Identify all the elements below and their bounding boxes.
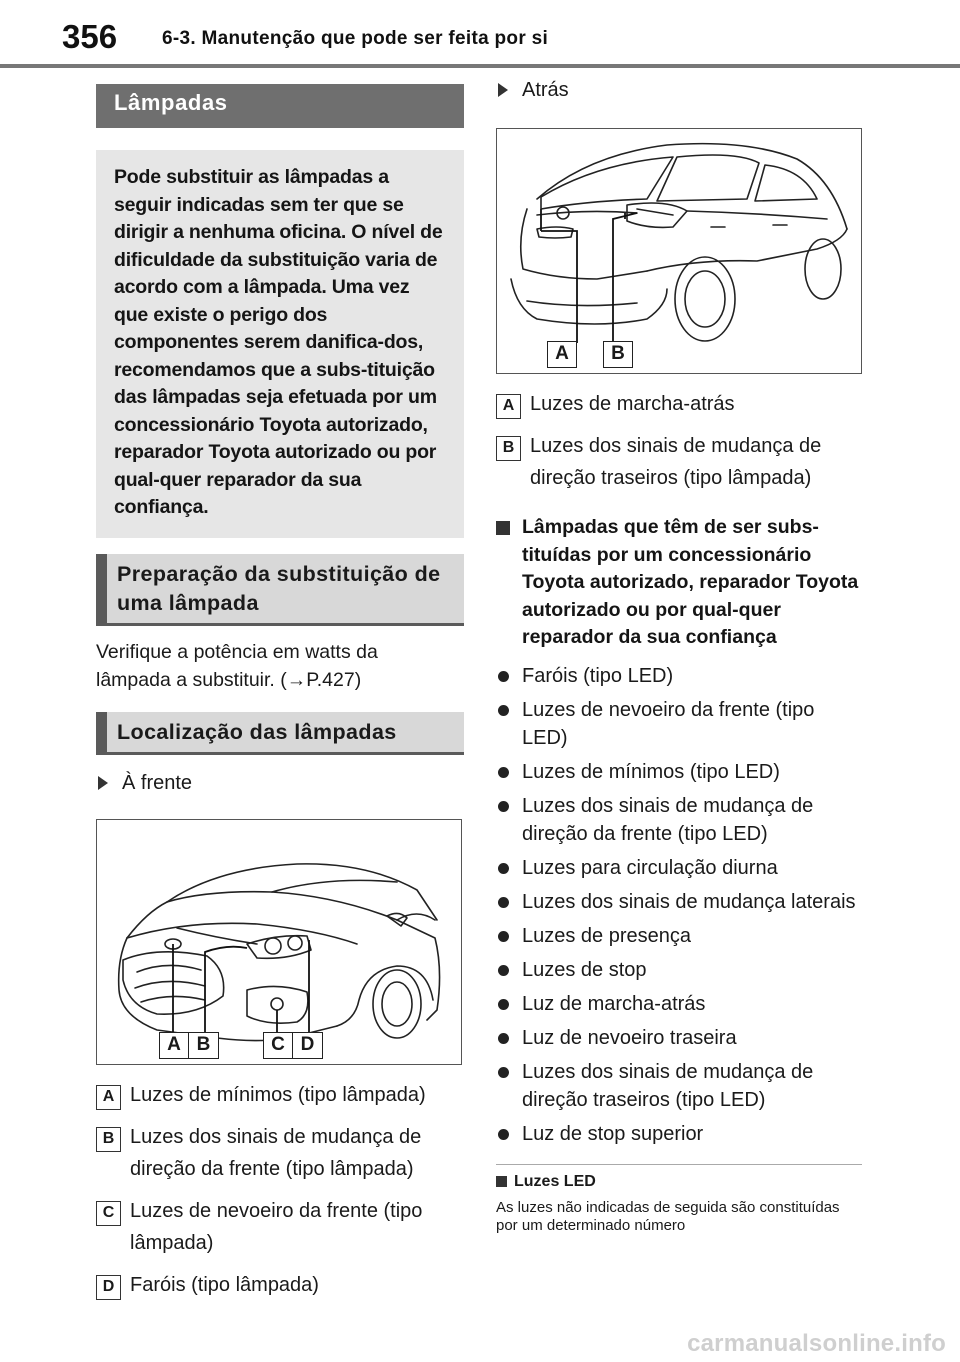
rear-callouts	[547, 341, 633, 368]
bullet-icon	[498, 897, 509, 908]
legend-item	[96, 1069, 464, 1111]
legend-letter: B	[96, 1127, 121, 1152]
front-label-text: À frente	[122, 771, 193, 794]
chapter-title: 6-3. Manutenção que pode ser feita por si	[162, 28, 549, 49]
arrow-icon	[498, 83, 508, 97]
bullet-icon	[498, 999, 509, 1010]
bullet-icon	[498, 1067, 509, 1078]
intro-box: Pode substituir as lâmpadas a seguir indicadas sem ter que se dirigir a nenhuma oficina. O nível de dificuldade da substituição varia de acordo com a lâmpada. Uma vez que existe o perigo dos componentes serem danifica-dos, recomendamos que a subs-tituição das lâmpadas seja efetuada por um concessionário Toyota autorizado, reparador Toyota autorizado ou por qual-quer reparador da sua confiança.	[96, 150, 464, 538]
legend-text: Luzes dos sinais de mudança de direção da frente (tipo lâmpada)	[130, 1125, 422, 1180]
legend-letter: A	[496, 394, 521, 419]
dealer-heading	[496, 514, 862, 652]
front-label	[96, 769, 464, 797]
list-item	[496, 990, 862, 1018]
legend-text: Faróis (tipo lâmpada)	[130, 1273, 319, 1296]
rear-car-illustration	[497, 129, 860, 372]
main-heading: Lâmpadas	[96, 84, 464, 128]
list-item	[496, 922, 862, 950]
left-column	[96, 84, 464, 1301]
list-item	[496, 956, 862, 984]
led-heading-text: Luzes LED	[514, 1172, 596, 1190]
legend-item	[96, 1259, 464, 1301]
legend-item	[496, 378, 862, 420]
legend-letter: B	[496, 436, 521, 461]
front-callouts-2	[263, 1032, 323, 1059]
list-item	[496, 662, 862, 690]
legend-item	[96, 1185, 464, 1259]
legend-text: Luzes de marcha-atrás	[530, 393, 735, 415]
bullet-icon	[498, 767, 509, 778]
list-item-text: Luzes para circulação diurna	[522, 856, 778, 879]
arrow-icon	[98, 776, 108, 790]
rear-legend	[496, 378, 862, 494]
list-item	[496, 1120, 862, 1148]
front-car-figure	[96, 819, 462, 1065]
section-heading-location: Localização das lâmpadas	[96, 712, 464, 755]
callout-a: A	[547, 341, 577, 368]
list-item	[496, 854, 862, 882]
bullet-icon	[498, 671, 509, 682]
callout-c: C	[263, 1032, 293, 1059]
square-bullet-icon	[496, 1176, 507, 1187]
bullet-icon	[498, 1033, 509, 1044]
led-text: As luzes não indicadas de seguida são constituídas por um determinado número	[496, 1198, 840, 1234]
legend-item	[96, 1111, 464, 1185]
list-item-text: Luzes de stop	[522, 958, 647, 981]
list-item	[496, 758, 862, 786]
front-callouts	[159, 1032, 219, 1059]
bullet-icon	[498, 965, 509, 976]
list-item-text: Luz de nevoeiro traseira	[522, 1026, 737, 1049]
legend-item	[496, 420, 862, 494]
callout-a: A	[159, 1032, 189, 1059]
list-item	[496, 1058, 862, 1114]
legend-text: Luzes de mínimos (tipo lâmpada)	[130, 1083, 426, 1106]
section-heading-preparation: Preparação da substituição de uma lâmpada	[96, 554, 464, 626]
legend-letter: A	[96, 1085, 121, 1110]
bullet-icon	[498, 1129, 509, 1140]
front-legend	[96, 1069, 464, 1301]
right-column	[496, 76, 862, 1235]
list-item-text: Luzes de nevoeiro da frente (tipo LED)	[522, 698, 815, 749]
watermark: carmanualsonline.info	[687, 1330, 946, 1357]
list-item-text: Luzes dos sinais de mudança de direção da frente (tipo LED)	[522, 794, 814, 845]
front-car-illustration	[97, 820, 460, 1063]
legend-letter: C	[96, 1201, 121, 1226]
led-heading	[496, 1171, 862, 1193]
bullet-icon	[498, 705, 509, 716]
callout-d: D	[293, 1032, 323, 1059]
callout-b: B	[189, 1032, 219, 1059]
dealer-list	[496, 662, 862, 1148]
list-item-text: Luzes de mínimos (tipo LED)	[522, 760, 780, 783]
list-item-text: Faróis (tipo LED)	[522, 664, 674, 687]
list-item	[496, 696, 862, 752]
legend-letter: D	[96, 1275, 121, 1300]
list-item-text: Luz de marcha-atrás	[522, 992, 706, 1015]
legend-text: Luzes dos sinais de mudança de direção traseiros (tipo lâmpada)	[530, 435, 822, 489]
bullet-icon	[498, 931, 509, 942]
list-item-text: Luzes dos sinais de mudança de direção traseiros (tipo LED)	[522, 1060, 814, 1111]
callout-b: B	[603, 341, 633, 368]
list-item	[496, 888, 862, 916]
rear-label-text: Atrás	[522, 79, 569, 101]
preparation-text: Verifique a potência em watts da lâmpada a substituir. (→P.427)	[96, 640, 378, 691]
square-bullet-icon	[496, 521, 510, 535]
bullet-icon	[498, 801, 509, 812]
bullet-icon	[498, 863, 509, 874]
divider	[496, 1164, 862, 1165]
list-item	[496, 1024, 862, 1052]
header-rule	[0, 64, 960, 68]
page-number: 356	[62, 18, 118, 55]
legend-text: Luzes de nevoeiro da frente (tipo lâmpada)	[130, 1199, 423, 1254]
list-item	[496, 792, 862, 848]
list-item-text: Luzes de presença	[522, 924, 692, 947]
rear-label	[496, 76, 862, 104]
dealer-heading-text: Lâmpadas que têm de ser subs-tituídas por um concessionário Toyota autorizado, reparador Toyota autorizado ou por qual-quer reparador da sua confiança	[522, 516, 859, 648]
list-item-text: Luz de stop superior	[522, 1122, 704, 1145]
rear-car-figure	[496, 128, 862, 374]
list-item-text: Luzes dos sinais de mudança laterais	[522, 890, 856, 913]
